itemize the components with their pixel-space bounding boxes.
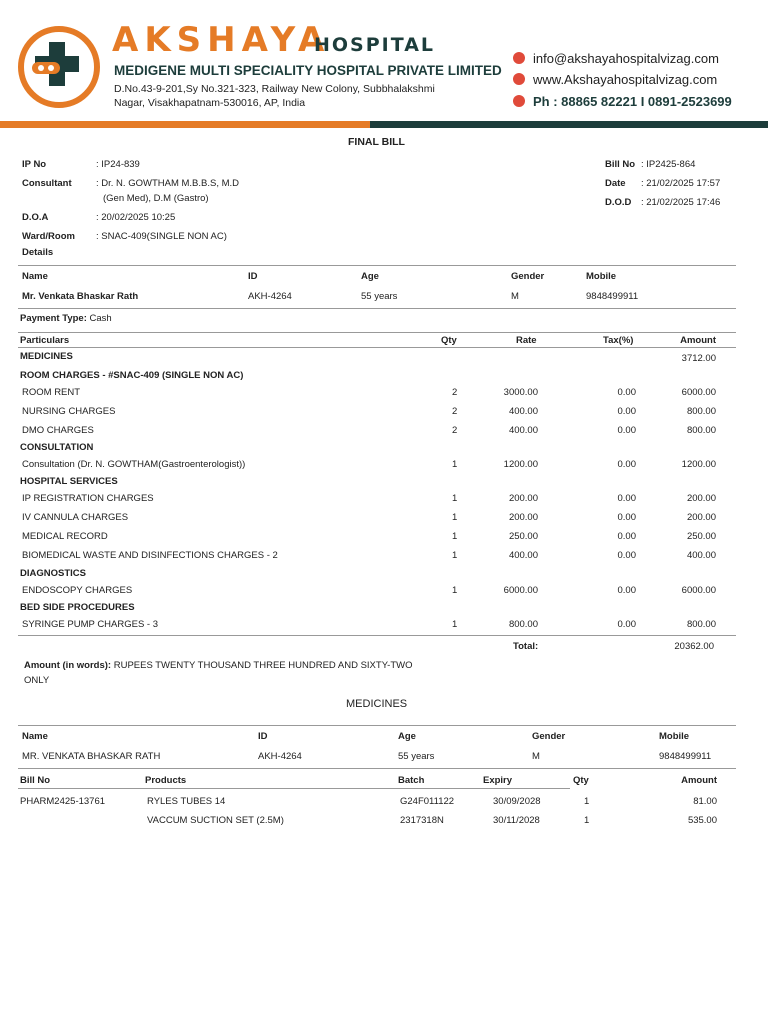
company-name: MEDIGENE MULTI SPECIALITY HOSPITAL PRIVATE LIMITED xyxy=(114,63,502,78)
charge-amount: 6000.00 xyxy=(681,387,716,398)
med-patient-id: AKH-4264 xyxy=(258,751,302,762)
med-id-header: ID xyxy=(258,731,268,742)
med-bill-no: PHARM2425-13761 xyxy=(20,796,106,807)
med-billno-header: Bill No xyxy=(20,775,51,786)
charge-name: DMO CHARGES xyxy=(22,425,94,436)
section-bedside-procedures: BED SIDE PROCEDURES xyxy=(20,602,135,613)
patient-name-header: Name xyxy=(22,271,48,282)
divider xyxy=(18,332,736,333)
patient-gender: M xyxy=(511,291,519,302)
charge-name: IV CANNULA CHARGES xyxy=(22,512,129,523)
charge-rate: 400.00 xyxy=(508,425,538,436)
med-gender-header: Gender xyxy=(532,731,566,742)
med-qty-header: Qty xyxy=(573,775,589,786)
med-name-header: Name xyxy=(22,731,48,742)
med-expiry-header: Expiry xyxy=(483,775,513,786)
ip-no-label: IP No xyxy=(22,159,47,170)
total-value: 20362.00 xyxy=(674,641,714,652)
patient-id-header: ID xyxy=(248,271,258,282)
med-expiry: 30/09/2028 xyxy=(493,796,541,807)
charge-rate: 250.00 xyxy=(508,531,538,542)
medical-cross-icon xyxy=(24,32,94,102)
amount-header: Amount xyxy=(680,335,716,346)
divider xyxy=(18,768,736,769)
charge-qty: 1 xyxy=(452,493,458,504)
patient-mobile: 9848499911 xyxy=(586,291,639,302)
patient-id: AKH-4264 xyxy=(248,291,292,302)
hospital-address: D.No.43-9-201,Sy No.321-323, Railway New Colony, Subbhalakshmi Nagar, Visakhapatnam-530016, AP, India xyxy=(114,83,435,109)
ip-no-value: : IP24-839 xyxy=(96,159,140,170)
charge-amount: 200.00 xyxy=(686,512,716,523)
charge-tax: 0.00 xyxy=(617,550,636,561)
patient-gender-header: Gender xyxy=(511,271,545,282)
rate-header: Rate xyxy=(516,335,537,346)
amount-in-words: Amount (in words): RUPEES TWENTY THOUSAND THREE HUNDRED AND SIXTY-TWO xyxy=(24,660,413,671)
med-amount: 535.00 xyxy=(687,815,717,826)
particulars-header: Particulars xyxy=(20,335,70,346)
divider xyxy=(18,725,736,726)
date-label: Date xyxy=(605,178,626,189)
header-bar-green xyxy=(370,121,768,128)
brand-suffix: HOSPITAL xyxy=(314,34,436,56)
charge-qty: 1 xyxy=(452,531,458,542)
details-label: Details xyxy=(22,247,54,258)
charge-tax: 0.00 xyxy=(617,425,636,436)
charge-name: SYRINGE PUMP CHARGES - 3 xyxy=(22,619,159,630)
med-amount: 81.00 xyxy=(693,796,717,807)
charge-tax: 0.00 xyxy=(617,406,636,417)
qty-header: Qty xyxy=(441,335,457,346)
charge-rate: 3000.00 xyxy=(503,387,538,398)
charge-name: IP REGISTRATION CHARGES xyxy=(22,493,154,504)
bill-title: FINAL BILL xyxy=(348,136,405,148)
med-patient-gender: M xyxy=(532,751,540,762)
bill-no-value: : IP2425-864 xyxy=(641,159,696,170)
charge-amount: 6000.00 xyxy=(681,585,716,596)
medicines-amount: 3712.00 xyxy=(681,353,716,364)
charge-rate: 400.00 xyxy=(508,550,538,561)
med-batch: 2317318N xyxy=(400,815,444,826)
payment-type: Payment Type: Cash xyxy=(20,313,112,324)
charge-name: Consultation (Dr. N. GOWTHAM(Gastroenterologist)) xyxy=(22,459,246,470)
section-room-charges: ROOM CHARGES - #SNAC-409 (SINGLE NON AC) xyxy=(20,370,244,381)
bill-no-label: Bill No xyxy=(605,159,636,170)
charge-rate: 6000.00 xyxy=(503,585,538,596)
charge-tax: 0.00 xyxy=(617,512,636,523)
divider xyxy=(18,788,570,789)
charge-amount: 1200.00 xyxy=(681,459,716,470)
section-hospital-services: HOSPITAL SERVICES xyxy=(20,476,118,487)
charge-amount: 800.00 xyxy=(686,619,716,630)
hospital-logo xyxy=(18,26,100,108)
dod-label: D.O.D xyxy=(605,197,632,208)
patient-mobile-header: Mobile xyxy=(586,271,617,282)
charge-tax: 0.00 xyxy=(617,387,636,398)
charge-qty: 2 xyxy=(452,387,458,398)
charge-rate: 400.00 xyxy=(508,406,538,417)
amount-in-words-2: ONLY xyxy=(24,675,50,686)
charge-name: ENDOSCOPY CHARGES xyxy=(22,585,133,596)
globe-icon xyxy=(513,73,525,85)
med-product: VACCUM SUCTION SET (2.5M) xyxy=(147,815,284,826)
med-age-header: Age xyxy=(398,731,416,742)
charge-amount: 400.00 xyxy=(686,550,716,561)
phone-icon xyxy=(513,95,525,107)
charge-tax: 0.00 xyxy=(617,493,636,504)
med-products-header: Products xyxy=(145,775,187,786)
date-value: : 21/02/2025 17:57 xyxy=(641,178,721,189)
charge-name: NURSING CHARGES xyxy=(22,406,116,417)
ward-value: : SNAC-409(SINGLE NON AC) xyxy=(96,231,227,242)
tax-header: Tax(%) xyxy=(603,335,634,346)
charge-rate: 200.00 xyxy=(508,512,538,523)
med-mobile-header: Mobile xyxy=(659,731,690,742)
charge-qty: 1 xyxy=(452,512,458,523)
med-patient-mobile: 9848499911 xyxy=(659,751,712,762)
divider xyxy=(18,308,736,309)
section-medicines: MEDICINES xyxy=(20,351,73,362)
charge-qty: 1 xyxy=(452,459,458,470)
charge-tax: 0.00 xyxy=(617,531,636,542)
section-consultation: CONSULTATION xyxy=(20,442,94,453)
ward-label: Ward/Room xyxy=(22,231,75,242)
patient-age-header: Age xyxy=(361,271,379,282)
medicines-title: MEDICINES xyxy=(346,698,408,710)
divider xyxy=(18,347,736,348)
website-line: www.Akshayahospitalvizag.com xyxy=(513,72,717,87)
doa-label: D.O.A xyxy=(22,212,49,223)
doa-value: : 20/02/2025 10:25 xyxy=(96,212,176,223)
total-label: Total: xyxy=(513,641,539,652)
med-expiry: 30/11/2028 xyxy=(493,815,540,826)
charge-rate: 1200.00 xyxy=(503,459,538,470)
section-diagnostics: DIAGNOSTICS xyxy=(20,568,86,579)
patient-age: 55 years xyxy=(361,291,398,302)
charge-amount: 250.00 xyxy=(686,531,716,542)
charge-qty: 1 xyxy=(452,585,458,596)
email-line: info@akshayahospitalvizag.com xyxy=(513,51,719,66)
charge-qty: 2 xyxy=(452,425,458,436)
charge-tax: 0.00 xyxy=(617,585,636,596)
phone-line: Ph : 88865 82221 I 0891-2523699 xyxy=(513,94,732,109)
charge-name: ROOM RENT xyxy=(22,387,81,398)
charge-qty: 1 xyxy=(452,550,458,561)
dod-value: : 21/02/2025 17:46 xyxy=(641,197,721,208)
patient-name: Mr. Venkata Bhaskar Rath xyxy=(22,291,139,302)
consultant-label: Consultant xyxy=(22,178,72,189)
med-product: RYLES TUBES 14 xyxy=(147,796,226,807)
med-qty: 1 xyxy=(584,796,590,807)
charge-name: MEDICAL RECORD xyxy=(22,531,108,542)
charge-name: BIOMEDICAL WASTE AND DISINFECTIONS CHARGES - 2 xyxy=(22,550,278,561)
consultant-value-1: : Dr. N. GOWTHAM M.B.B.S, M.D xyxy=(96,178,240,189)
charge-qty: 1 xyxy=(452,619,458,630)
charge-tax: 0.00 xyxy=(617,619,636,630)
divider xyxy=(18,635,736,636)
med-patient-age: 55 years xyxy=(398,751,435,762)
divider xyxy=(18,265,736,266)
header-bar-orange xyxy=(0,121,370,128)
brand-name: AKSHAYA xyxy=(112,20,331,60)
med-batch-header: Batch xyxy=(398,775,425,786)
med-qty: 1 xyxy=(584,815,590,826)
med-patient-name: MR. VENKATA BHASKAR RATH xyxy=(22,751,161,762)
charge-rate: 800.00 xyxy=(508,619,538,630)
consultant-value-2: (Gen Med), D.M (Gastro) xyxy=(103,193,209,204)
charge-tax: 0.00 xyxy=(617,459,636,470)
charge-amount: 800.00 xyxy=(686,406,716,417)
charge-rate: 200.00 xyxy=(508,493,538,504)
charge-amount: 800.00 xyxy=(686,425,716,436)
charge-qty: 2 xyxy=(452,406,458,417)
email-icon xyxy=(513,52,525,64)
charge-amount: 200.00 xyxy=(686,493,716,504)
med-batch: G24F011122 xyxy=(400,796,455,807)
med-amount-header: Amount xyxy=(681,775,717,786)
